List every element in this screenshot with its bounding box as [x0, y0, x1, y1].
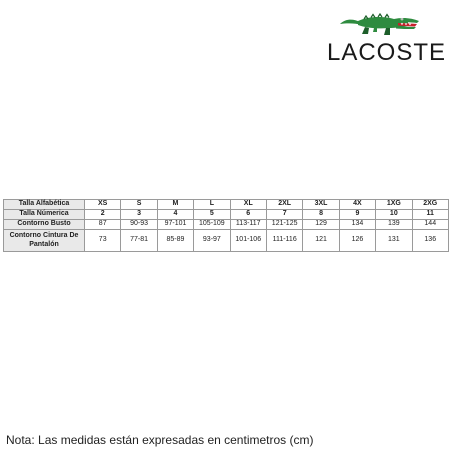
- table-cell: 2XG: [412, 200, 448, 210]
- table-cell: 1XG: [376, 200, 412, 210]
- table-cell: 5: [194, 210, 230, 220]
- table-cell: 111-116: [266, 230, 302, 252]
- table-row: [4, 230, 449, 252]
- size-chart-table: [3, 199, 449, 252]
- table-cell: XS: [85, 200, 121, 210]
- table-cell: 126: [339, 230, 375, 252]
- table-cell: 8: [303, 210, 339, 220]
- table-cell: 2: [85, 210, 121, 220]
- table-row: [4, 220, 449, 230]
- table-cell: 121-125: [266, 220, 302, 230]
- table-row: [4, 200, 449, 210]
- table-cell: 77-81: [121, 230, 157, 252]
- brand-logo: [316, 8, 446, 68]
- table-cell: 139: [376, 220, 412, 230]
- table-cell: 10: [376, 210, 412, 220]
- table-cell: 6: [230, 210, 266, 220]
- table-cell: 3: [121, 210, 157, 220]
- table-cell: 136: [412, 230, 448, 252]
- table-cell: XL: [230, 200, 266, 210]
- table-cell: 131: [376, 230, 412, 252]
- table-cell: 93-97: [194, 230, 230, 252]
- table-cell: 105-109: [194, 220, 230, 230]
- brand-wordmark: LACOSTE: [326, 39, 446, 66]
- table-cell: 85-89: [157, 230, 193, 252]
- table-cell: 97-101: [157, 220, 193, 230]
- table-cell: 121: [303, 230, 339, 252]
- table-cell: 7: [266, 210, 302, 220]
- measurement-note: Nota: Las medidas están expresadas en centimetros (cm): [6, 433, 314, 447]
- table-row: [4, 210, 449, 220]
- row-label: Talla Númerica: [4, 210, 85, 220]
- table-cell: 129: [303, 220, 339, 230]
- table-cell: S: [121, 200, 157, 210]
- table-cell: 90-93: [121, 220, 157, 230]
- table-cell: 134: [339, 220, 375, 230]
- table-cell: 73: [85, 230, 121, 252]
- table-cell: 113-117: [230, 220, 266, 230]
- table-cell: 11: [412, 210, 448, 220]
- table-cell: L: [194, 200, 230, 210]
- table-cell: 87: [85, 220, 121, 230]
- table-cell: 9: [339, 210, 375, 220]
- table-cell: 4X: [339, 200, 375, 210]
- table-cell: 3XL: [303, 200, 339, 210]
- table-cell: 4: [157, 210, 193, 220]
- table-cell: M: [157, 200, 193, 210]
- row-label: Contorno Busto: [4, 220, 85, 230]
- table-cell: 2XL: [266, 200, 302, 210]
- table-cell: 144: [412, 220, 448, 230]
- crocodile-icon: [338, 8, 420, 38]
- row-label: Talla Alfabética: [4, 200, 85, 210]
- row-label: Contorno Cintura De Pantalón: [4, 230, 85, 252]
- table-cell: 101-106: [230, 230, 266, 252]
